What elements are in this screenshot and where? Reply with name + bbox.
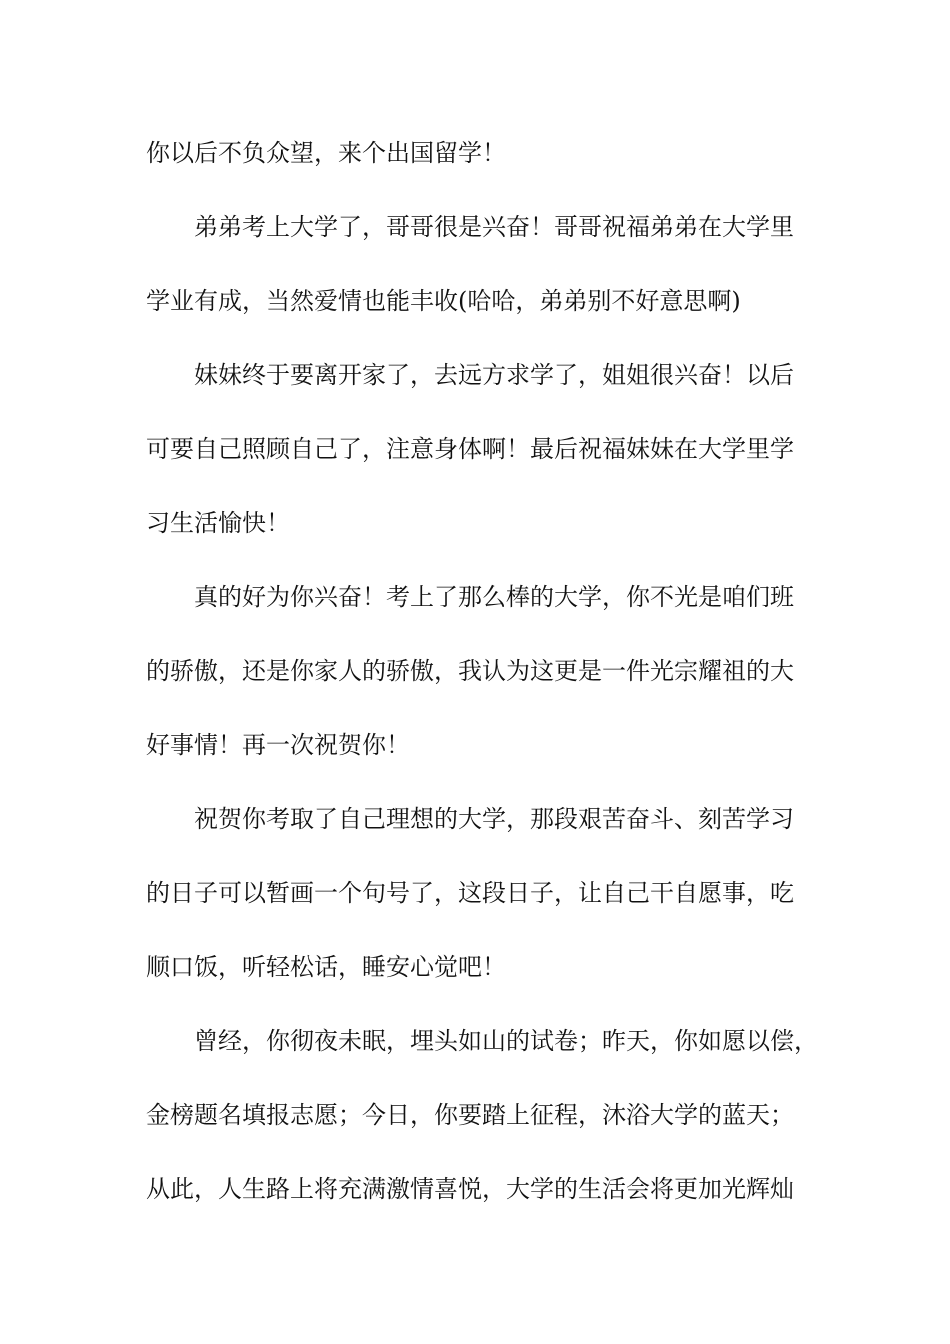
text-line: 顺口饭，听轻松话，睡安心觉吧！ (146, 953, 506, 981)
text-line: 你以后不负众望，来个出国留学！ (146, 139, 506, 167)
text-line: 好事情！再一次祝贺你！ (146, 731, 410, 759)
text-line: 的日子可以暂画一个句号了，这段日子，让自己干自愿事，吃 (146, 879, 794, 907)
text-line: 的骄傲，还是你家人的骄傲，我认为这更是一件光宗耀祖的大 (146, 657, 794, 685)
paragraph-first-line: 曾经，你彻夜未眠，埋头如山的试卷；昨天，你如愿以偿， (194, 1027, 818, 1055)
text-line: 从此，人生路上将充满激情喜悦，大学的生活会将更加光辉灿 (146, 1175, 794, 1203)
text-line: 可要自己照顾自己了，注意身体啊！最后祝福妹妹在大学里学 (146, 435, 794, 463)
text-line: 金榜题名填报志愿；今日，你要踏上征程，沐浴大学的蓝天； (146, 1101, 794, 1129)
paragraph-first-line: 弟弟考上大学了，哥哥很是兴奋！哥哥祝福弟弟在大学里 (194, 213, 794, 241)
document-body (146, 131, 818, 1241)
paragraph-first-line: 真的好为你兴奋！考上了那么棒的大学，你不光是咱们班 (194, 583, 794, 611)
text-line: 学业有成，当然爱情也能丰收(哈哈，弟弟别不好意思啊) (146, 287, 741, 315)
paragraph-first-line: 祝贺你考取了自己理想的大学，那段艰苦奋斗、刻苦学习 (194, 805, 794, 833)
text-line: 习生活愉快！ (146, 509, 290, 537)
paragraph-first-line: 妹妹终于要离开家了，去远方求学了，姐姐很兴奋！以后 (194, 361, 794, 389)
